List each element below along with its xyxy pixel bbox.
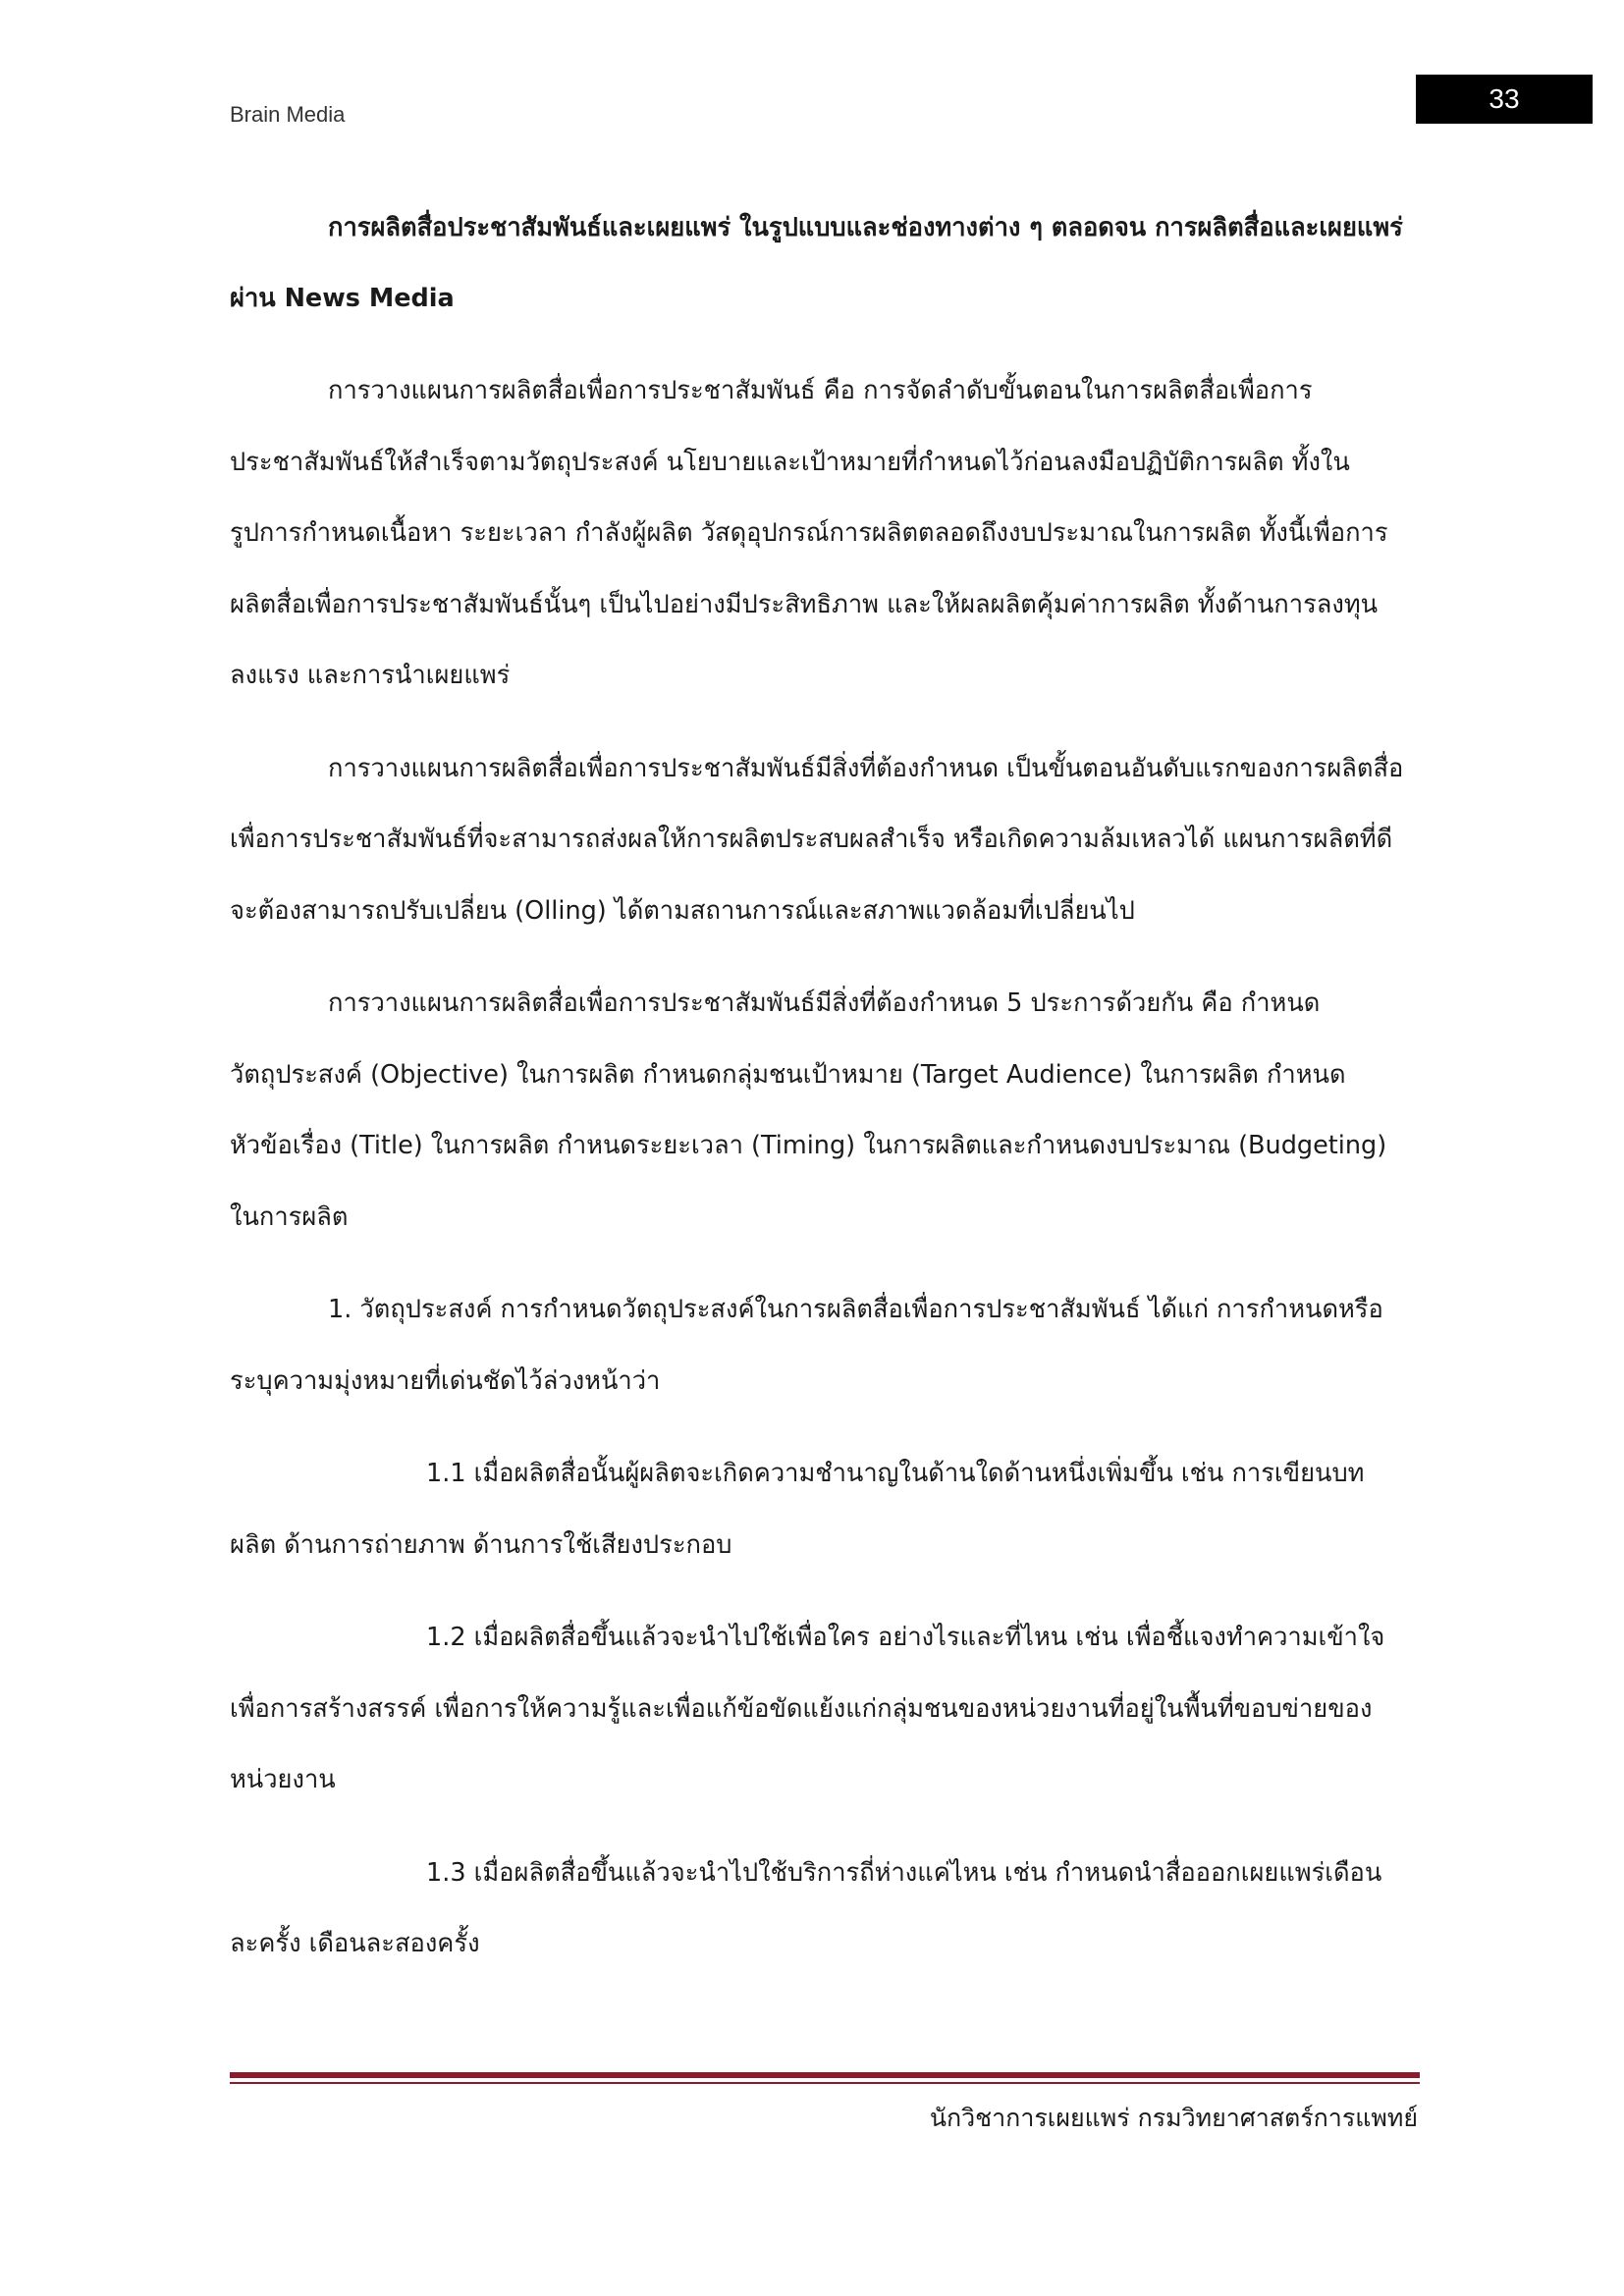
paragraph-planning-first-step: การวางแผนการผลิตสื่อเพื่อการประชาสัมพันธ์มีสิ่งที่ต้องกำหนด เป็นขั้นตอนอันดับแรกของการผลิตสื่อเพื่อการประชาสัมพันธ์ที่จะสามารถส่งผลให้การผลิตประสบผลสำเร็จ หรือเกิดความล้มเหลวได้ แผนการผลิตที่ดีจะต้องสามารถปรับเปลี่ยน (Olling) ได้ตามสถานการณ์และสภาพแวดล้อมที่เปลี่ยนไป bbox=[230, 753, 1404, 926]
footer-divider bbox=[230, 2072, 1420, 2078]
paragraph-objective: 1. วัตถุประสงค์ การกำหนดวัตถุประสงค์ในการผลิตสื่อเพื่อการประชาสัมพันธ์ ได้แก่ การกำหนดหรือระบุความมุ่งหมายที่เด่นชัดไว้ล่วงหน้าว่า bbox=[230, 1295, 1383, 1396]
footer-organization: นักวิชาการเผยแพร่ กรมวิทยาศาสตร์การแพทย์ bbox=[929, 2104, 1418, 2132]
sub-paragraph-1-1: 1.1 เมื่อผลิตสื่อนั้นผู้ผลิตจะเกิดความชำนาญในด้านใดด้านหนึ่งเพิ่มขึ้น เช่น การเขียนบทผลิต ด้านการถ่ายภาพ ด้านการใช้เสียงประกอบ bbox=[230, 1459, 1365, 1560]
header-brand: Brain Media bbox=[230, 102, 346, 127]
sub-paragraph-1-3: 1.3 เมื่อผลิตสื่อขึ้นแล้วจะนำไปใช้บริการถี่ห่างแค่ไหน เช่น กำหนดนำสื่อออกเผยแพร่เดือนละครั้ง เดือนละสองครั้ง bbox=[230, 1857, 1382, 1958]
paragraph-planning-definition: การวางแผนการผลิตสื่อเพื่อการประชาสัมพันธ์ คือ การจัดลำดับขั้นตอนในการผลิตสื่อเพื่อการประชาสัมพันธ์ให้สำเร็จตามวัตถุประสงค์ นโยบายและเป้าหมายที่กำหนดไว้ก่อนลงมือปฏิบัติการผลิต ทั้งในรูปการกำหนดเนื้อหา ระยะเวลา กำลังผู้ผลิต วัสดุอุปกรณ์การผลิตตลอดถึงงบประมาณในการผลิต ทั้งนี้เพื่อการผลิตสื่อเพื่อการประชาสัมพันธ์นั้นๆ เป็นไปอย่างมีประสิทธิภาพ และให้ผลผลิตคุ้มค่าการผลิต ทั้งด้านการลงทุนลงแรง และการนำเผยแพร่ bbox=[230, 376, 1388, 690]
section-heading: การผลิตสื่อประชาสัมพันธ์และเผยแพร่ ในรูปแบบและช่องทางต่าง ๆ ตลอดจน การผลิตสื่อและเผยแพร่ผ่าน News Media bbox=[230, 213, 1403, 313]
document-body bbox=[230, 192, 1408, 2002]
paragraph-five-factors: การวางแผนการผลิตสื่อเพื่อการประชาสัมพันธ์มีสิ่งที่ต้องกำหนด 5 ประการด้วยกัน คือ กำหนดวัตถุประสงค์ (Objective) ในการผลิต กำหนดกลุ่มชนเป้าหมาย (Target Audience) ในการผลิต กำหนดหัวข้อเรื่อง (Title) ในการผลิต กำหนดระยะเวลา (Timing) ในการผลิตและกำหนดงบประมาณ (Budgeting) ในการผลิต bbox=[230, 988, 1387, 1232]
page-number: 33 bbox=[1416, 75, 1593, 124]
footer-divider-thin bbox=[230, 2082, 1420, 2084]
sub-paragraph-1-2: 1.2 เมื่อผลิตสื่อขึ้นแล้วจะนำไปใช้เพื่อใคร อย่างไรและที่ไหน เช่น เพื่อชี้แจงทำความเข้าใจ เพื่อการสร้างสรรค์ เพื่อการให้ความรู้และเพื่อแก้ข้อขัดแย้งแก่กลุ่มชนของหน่วยงานที่อยู่ในพื้นที่ขอบข่ายของหน่วยงาน bbox=[230, 1623, 1385, 1794]
